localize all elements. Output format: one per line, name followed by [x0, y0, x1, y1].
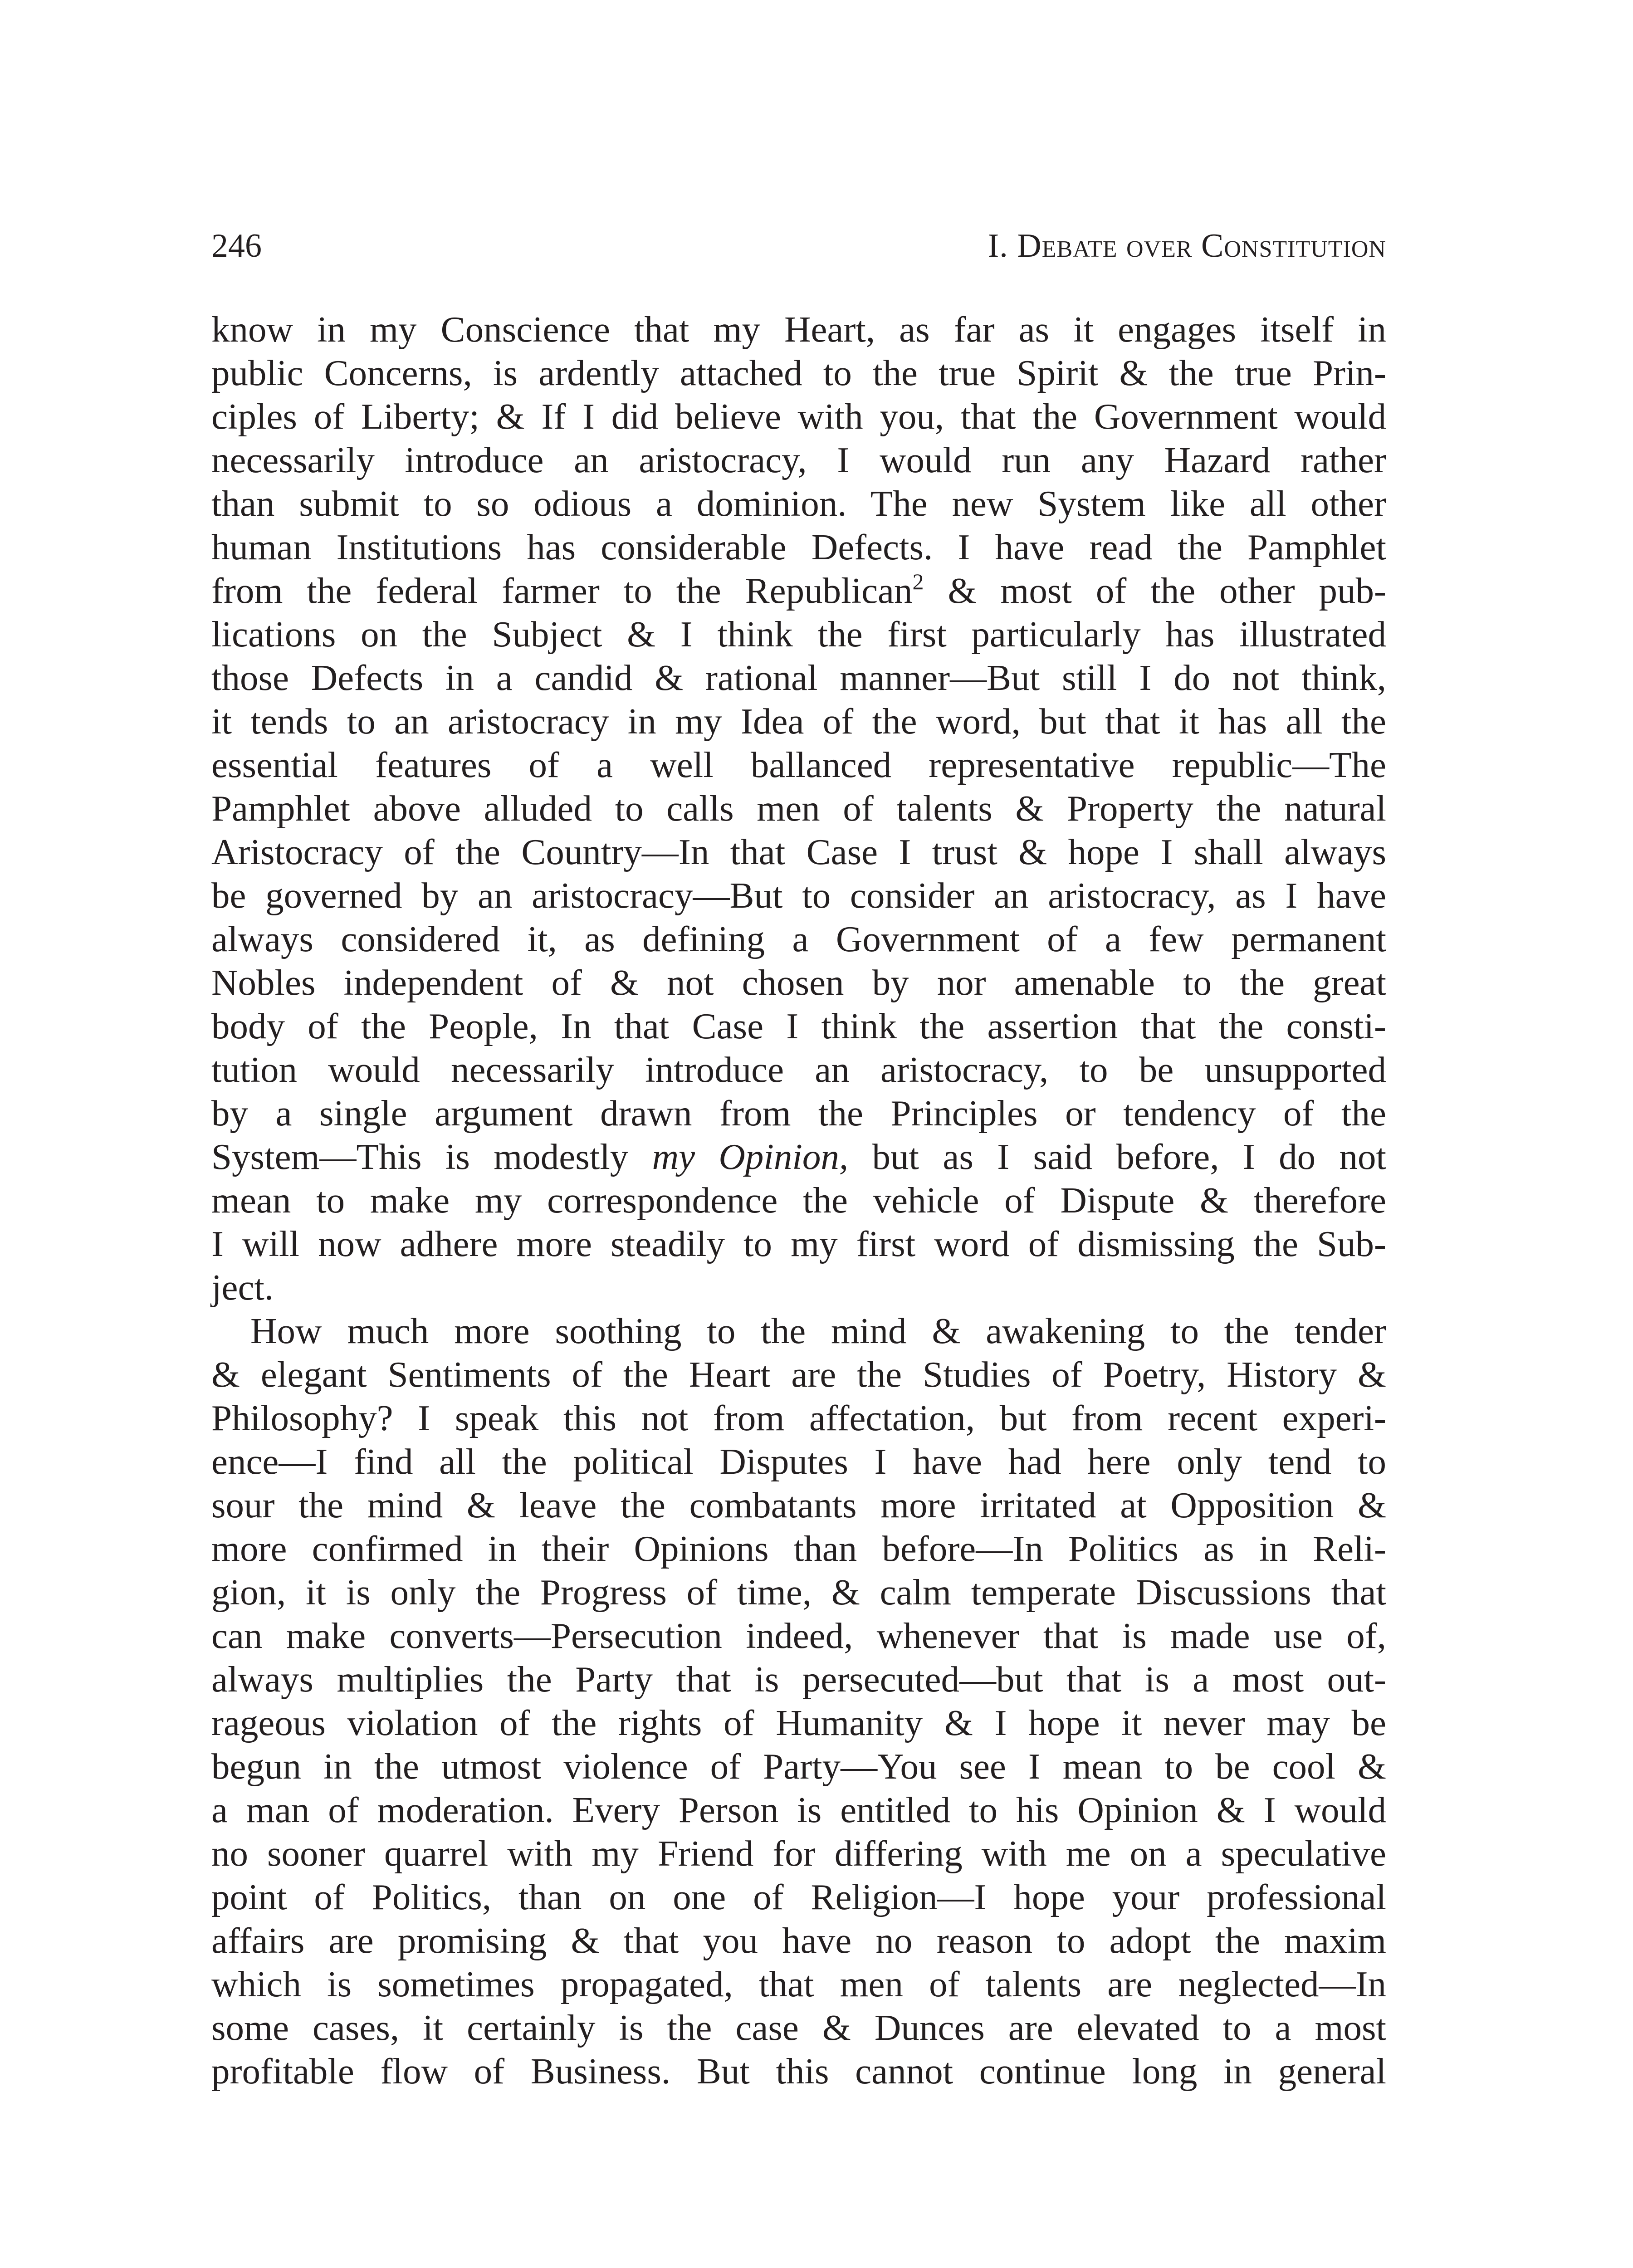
- text-line: profitable flow of Business. But this cannot continue long in general: [211, 2051, 1386, 2092]
- text-line: some cases, it certainly is the case & Dunces are elevated to a most: [211, 2007, 1386, 2048]
- text-line: tution would necessarily introduce an aristocracy, to be unsupported: [211, 1049, 1386, 1090]
- text-segment: System—This is modestly: [211, 1136, 652, 1177]
- text-line: essential features of a well ballanced representative republic—The: [211, 744, 1386, 785]
- text-line: by a single argument drawn from the Principles or tendency of the: [211, 1093, 1386, 1134]
- text-line: human Institutions has considerable Defects. I have read the Pamphlet: [211, 527, 1386, 567]
- text-line: sour the mind & leave the combatants more irritated at Opposition &: [211, 1485, 1386, 1525]
- running-head: [211, 221, 1386, 271]
- text-segment: & most of the other pub-: [924, 570, 1386, 611]
- text-line: mean to make my correspondence the vehicle of Dispute & therefore: [211, 1180, 1386, 1221]
- text-segment: but as I said before, I do not: [848, 1136, 1386, 1177]
- text-line: always considered it, as defining a Government of a few permanent: [211, 919, 1386, 959]
- footnote-reference: 2: [912, 569, 924, 594]
- running-title: I. Debate over Constitution: [988, 227, 1386, 264]
- text-line: body of the People, In that Case I think the assertion that the consti-: [211, 1006, 1386, 1046]
- text-line: Pamphlet above alluded to calls men of talents & Property the natural: [211, 788, 1386, 829]
- emphasized-text: my Opinion,: [652, 1136, 849, 1177]
- text-line: than submit to so odious a dominion. The new System like all other: [211, 483, 1386, 524]
- text-line: more confirmed in their Opinions than before—In Politics as in Reli-: [211, 1528, 1386, 1569]
- text-line: & elegant Sentiments of the Heart are the Studies of Poetry, History &: [211, 1354, 1386, 1395]
- text-line: it tends to an aristocracy in my Idea of the word, but that it has all the: [211, 701, 1386, 742]
- text-line: ence—I find all the political Disputes I have had here only tend to: [211, 1441, 1386, 1482]
- text-line: know in my Conscience that my Heart, as far as it engages itself in: [211, 309, 1386, 350]
- text-line: Philosophy? I speak this not from affectation, but from recent experi-: [211, 1398, 1386, 1438]
- text-line: no sooner quarrel with my Friend for differing with me on a speculative: [211, 1833, 1386, 1874]
- text-segment: from the federal farmer to the Republican: [211, 570, 913, 611]
- page-number: 246: [211, 227, 262, 264]
- paragraph-end-line: ject.: [211, 1267, 274, 1308]
- paragraph-first-line: How much more soothing to the mind & awakening to the tender: [250, 1310, 1386, 1351]
- text-line: lications on the Subject & I think the first particularly has illustrated: [211, 614, 1386, 655]
- body-text: [211, 308, 1386, 2093]
- text-line: can make converts—Persecution indeed, whenever that is made use of,: [211, 1615, 1386, 1656]
- text-line: necessarily introduce an aristocracy, I would run any Hazard rather: [211, 440, 1386, 480]
- text-line: a man of moderation. Every Person is entitled to his Opinion & I would: [211, 1789, 1386, 1830]
- text-line: always multiplies the Party that is persecuted—but that is a most out-: [211, 1659, 1386, 1700]
- text-line: begun in the utmost violence of Party—You see I mean to be cool &: [211, 1746, 1386, 1787]
- text-line: public Concerns, is ardently attached to the true Spirit & the true Prin-: [211, 352, 1386, 393]
- text-line: those Defects in a candid & rational manner—But still I do not think,: [211, 657, 1386, 698]
- text-line: I will now adhere more steadily to my first word of dismissing the Sub-: [211, 1223, 1386, 1264]
- text-line: be governed by an aristocracy—But to consider an aristocracy, as I have: [211, 875, 1386, 916]
- text-line: ciples of Liberty; & If I did believe with you, that the Government would: [211, 396, 1386, 437]
- text-line: affairs are promising & that you have no reason to adopt the maxim: [211, 1920, 1386, 1961]
- text-line-with-emphasis: [211, 1135, 1386, 1178]
- text-line: rageous violation of the rights of Humanity & I hope it never may be: [211, 1702, 1386, 1743]
- text-line: Nobles independent of & not chosen by nor amenable to the great: [211, 962, 1386, 1003]
- text-line: point of Politics, than on one of Religion—I hope your professional: [211, 1877, 1386, 1917]
- text-line: which is sometimes propagated, that men of talents are neglected—In: [211, 1964, 1386, 2004]
- text-line: Aristocracy of the Country—In that Case I trust & hope I shall always: [211, 831, 1386, 872]
- text-line-with-footnote: [211, 569, 1386, 612]
- text-line: gion, it is only the Progress of time, & calm temperate Discussions that: [211, 1572, 1386, 1613]
